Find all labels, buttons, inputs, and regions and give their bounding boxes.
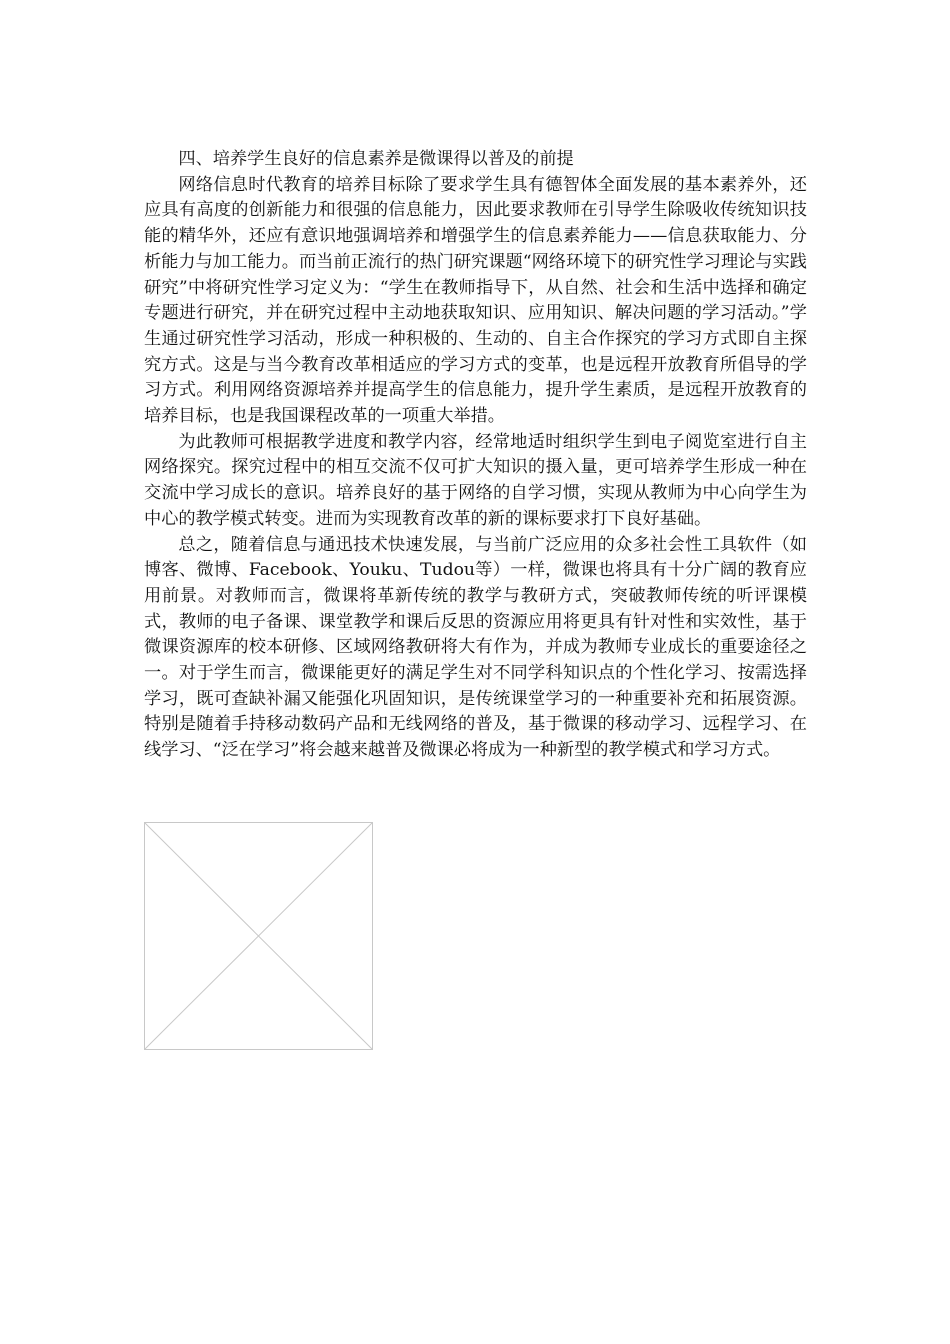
paragraph-2: 为此教师可根据教学进度和教学内容，经常地适时组织学生到电子阅览室进行自主网络探究。探究过程中的相互交流不仅可扩大知识的摄入量，更可培养学生形成一种在交流中学习成长的意识。培养良好的基于网络的自学习惯，实现从教师为中心向学生为中心的教学模式转变。进而为实现教育改革的新的课标要求打下良好基础。 [144,431,807,529]
broken-image-placeholder-icon [144,822,373,1050]
document-body [144,147,807,764]
image-placeholder [144,822,373,1050]
section-heading: 四、培养学生良好的信息素养是微课得以普及的前提 [178,149,574,169]
paragraph-1: 网络信息时代教育的培养目标除了要求学生具有德智体全面发展的基本素养外，还应具有高度的创新能力和很强的信息能力，因此要求教师在引导学生除吸收传统知识技能的精华外，还应有意识地强调培养和增强学生的信息素养能力——信息获取能力、分析能力与加工能力。而当前正流行的热门研究课题“网络环境下的研究性学习理论与实践研究”中将研究性学习定义为：“学生在教师指导下，从自然、社会和生活中选择和确定专题进行研究，并在研究过程中主动地获取知识、应用知识、解决问题的学习活动。”学生通过研究性学习活动，形成一种积极的、生动的、自主合作探究的学习方式即自主探究方式。这是与当今教育改革相适应的学习方式的变革，也是远程开放教育所倡导的学习方式。利用网络资源培养并提高学生的信息能力，提升学生素质，是远程开放教育的培养目标，也是我国课程改革的一项重大举措。 [144,174,807,427]
paragraph-3: 总之，随着信息与通迅技术快速发展，与当前广泛应用的众多社会性工具软件（如博客、微博、Facebook、Youku、Tudou等）一样，微课也将具有十分广阔的教育应用前景。对教师而言，微课将革新传统的教学与教研方式，突破教师传统的听评课模式，教师的电子备课、课堂教学和课后反思的资源应用将更具有针对性和实效性，基于微课资源库的校本研修、区域网络教研将大有作为，并成为教师专业成长的重要途径之一。对于学生而言，微课能更好的满足学生对不同学科知识点的个性化学习、按需选择学习，既可查缺补漏又能强化巩固知识，是传统课堂学习的一种重要补充和拓展资源。特别是随着手持移动数码产品和无线网络的普及，基于微课的移动学习、远程学习、在线学习、“泛在学习”将会越来越普及微课必将成为一种新型的教学模式和学习方式。 [144,534,807,761]
